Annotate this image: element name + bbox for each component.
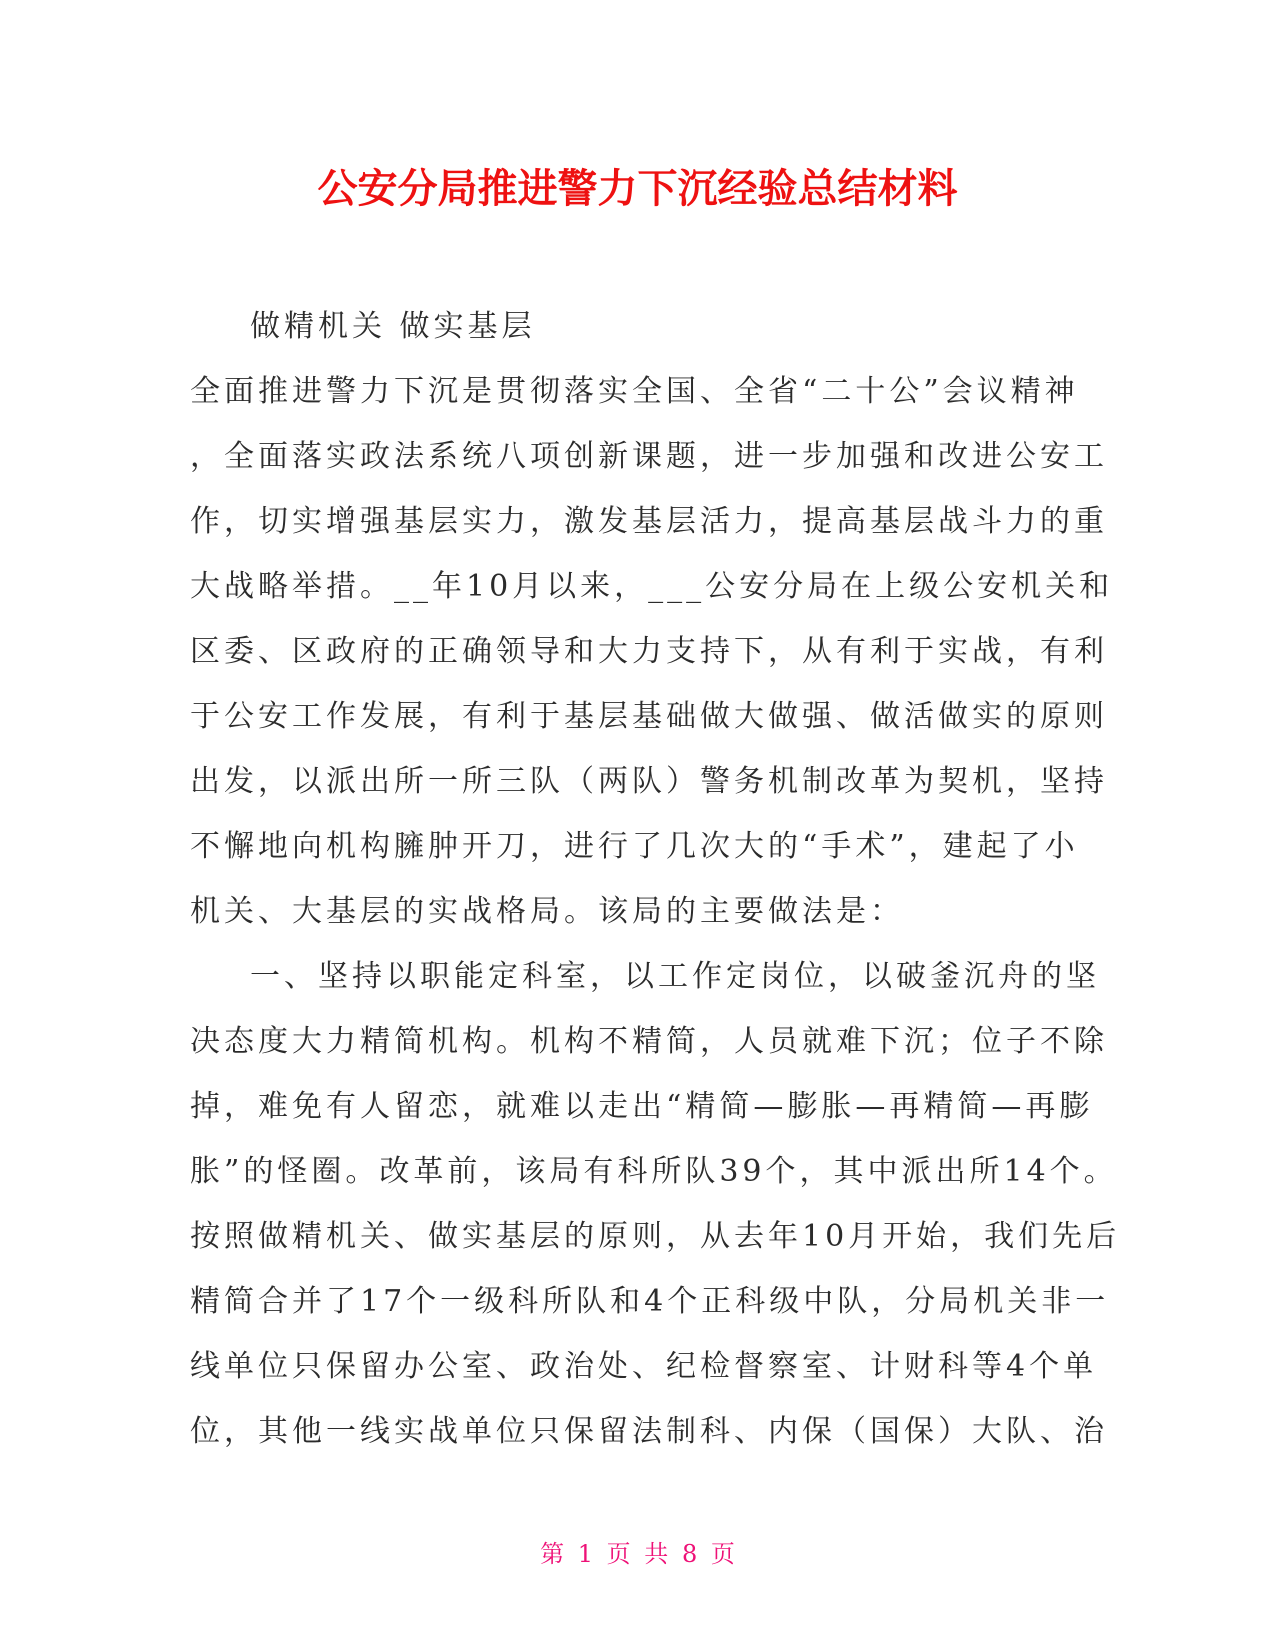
body-line: 全面推进警力下沉是贯彻落实全国、全省“二十公”会议精神: [190, 374, 1079, 409]
body-line: 机关、大基层的实战格局。该局的主要做法是：: [190, 894, 904, 929]
body-line: ，全面落实政法系统八项创新课题，进一步加强和改进公安工: [190, 439, 1108, 474]
body-line: 大战略举措。__年10月以来，___公安分局在上级公安机关和: [190, 569, 1114, 604]
body-line: 不懈地向机构臃肿开刀，进行了几次大的“手术”，建起了小: [190, 829, 1079, 864]
document-body: [190, 294, 1121, 1464]
body-line: 位，其他一线实战单位只保留法制科、内保（国保）大队、治: [190, 1414, 1108, 1449]
body-line: 于公安工作发展，有利于基层基础做大做强、做活做实的原则: [190, 699, 1108, 734]
body-line: 出发，以派出所一所三队（两队）警务机制改革为契机，坚持: [190, 764, 1108, 799]
body-line: 按照做精机关、做实基层的原则，从去年10月开始，我们先后: [190, 1219, 1121, 1254]
page-number-footer: 第 1 页 共 8 页: [540, 1540, 735, 1568]
body-line: 胀”的怪圈。改革前，该局有科所队39个，其中派出所14个。: [190, 1154, 1118, 1189]
body-line: 线单位只保留办公室、政治处、纪检督察室、计财科等4个单: [190, 1349, 1098, 1384]
body-line: 一、坚持以职能定科室，以工作定岗位，以破釜沉舟的坚: [250, 959, 1100, 994]
document-title: 公安分局推进警力下沉经验总结材料: [317, 166, 958, 212]
document-subtitle: 做精机关 做实基层: [250, 309, 536, 344]
body-line: 掉，难免有人留恋，就难以走出“精简—膨胀—再精简—再膨: [190, 1089, 1094, 1124]
body-line: 决态度大力精简机构。机构不精简，人员就难下沉；位子不除: [190, 1024, 1108, 1059]
body-line: 精简合并了17个一级科所队和4个正科级中队，分局机关非一: [190, 1284, 1110, 1319]
body-line: 作，切实增强基层实力，激发基层活力，提高基层战斗力的重: [190, 504, 1108, 539]
body-line: 区委、区政府的正确领导和大力支持下，从有利于实战，有利: [190, 634, 1108, 669]
